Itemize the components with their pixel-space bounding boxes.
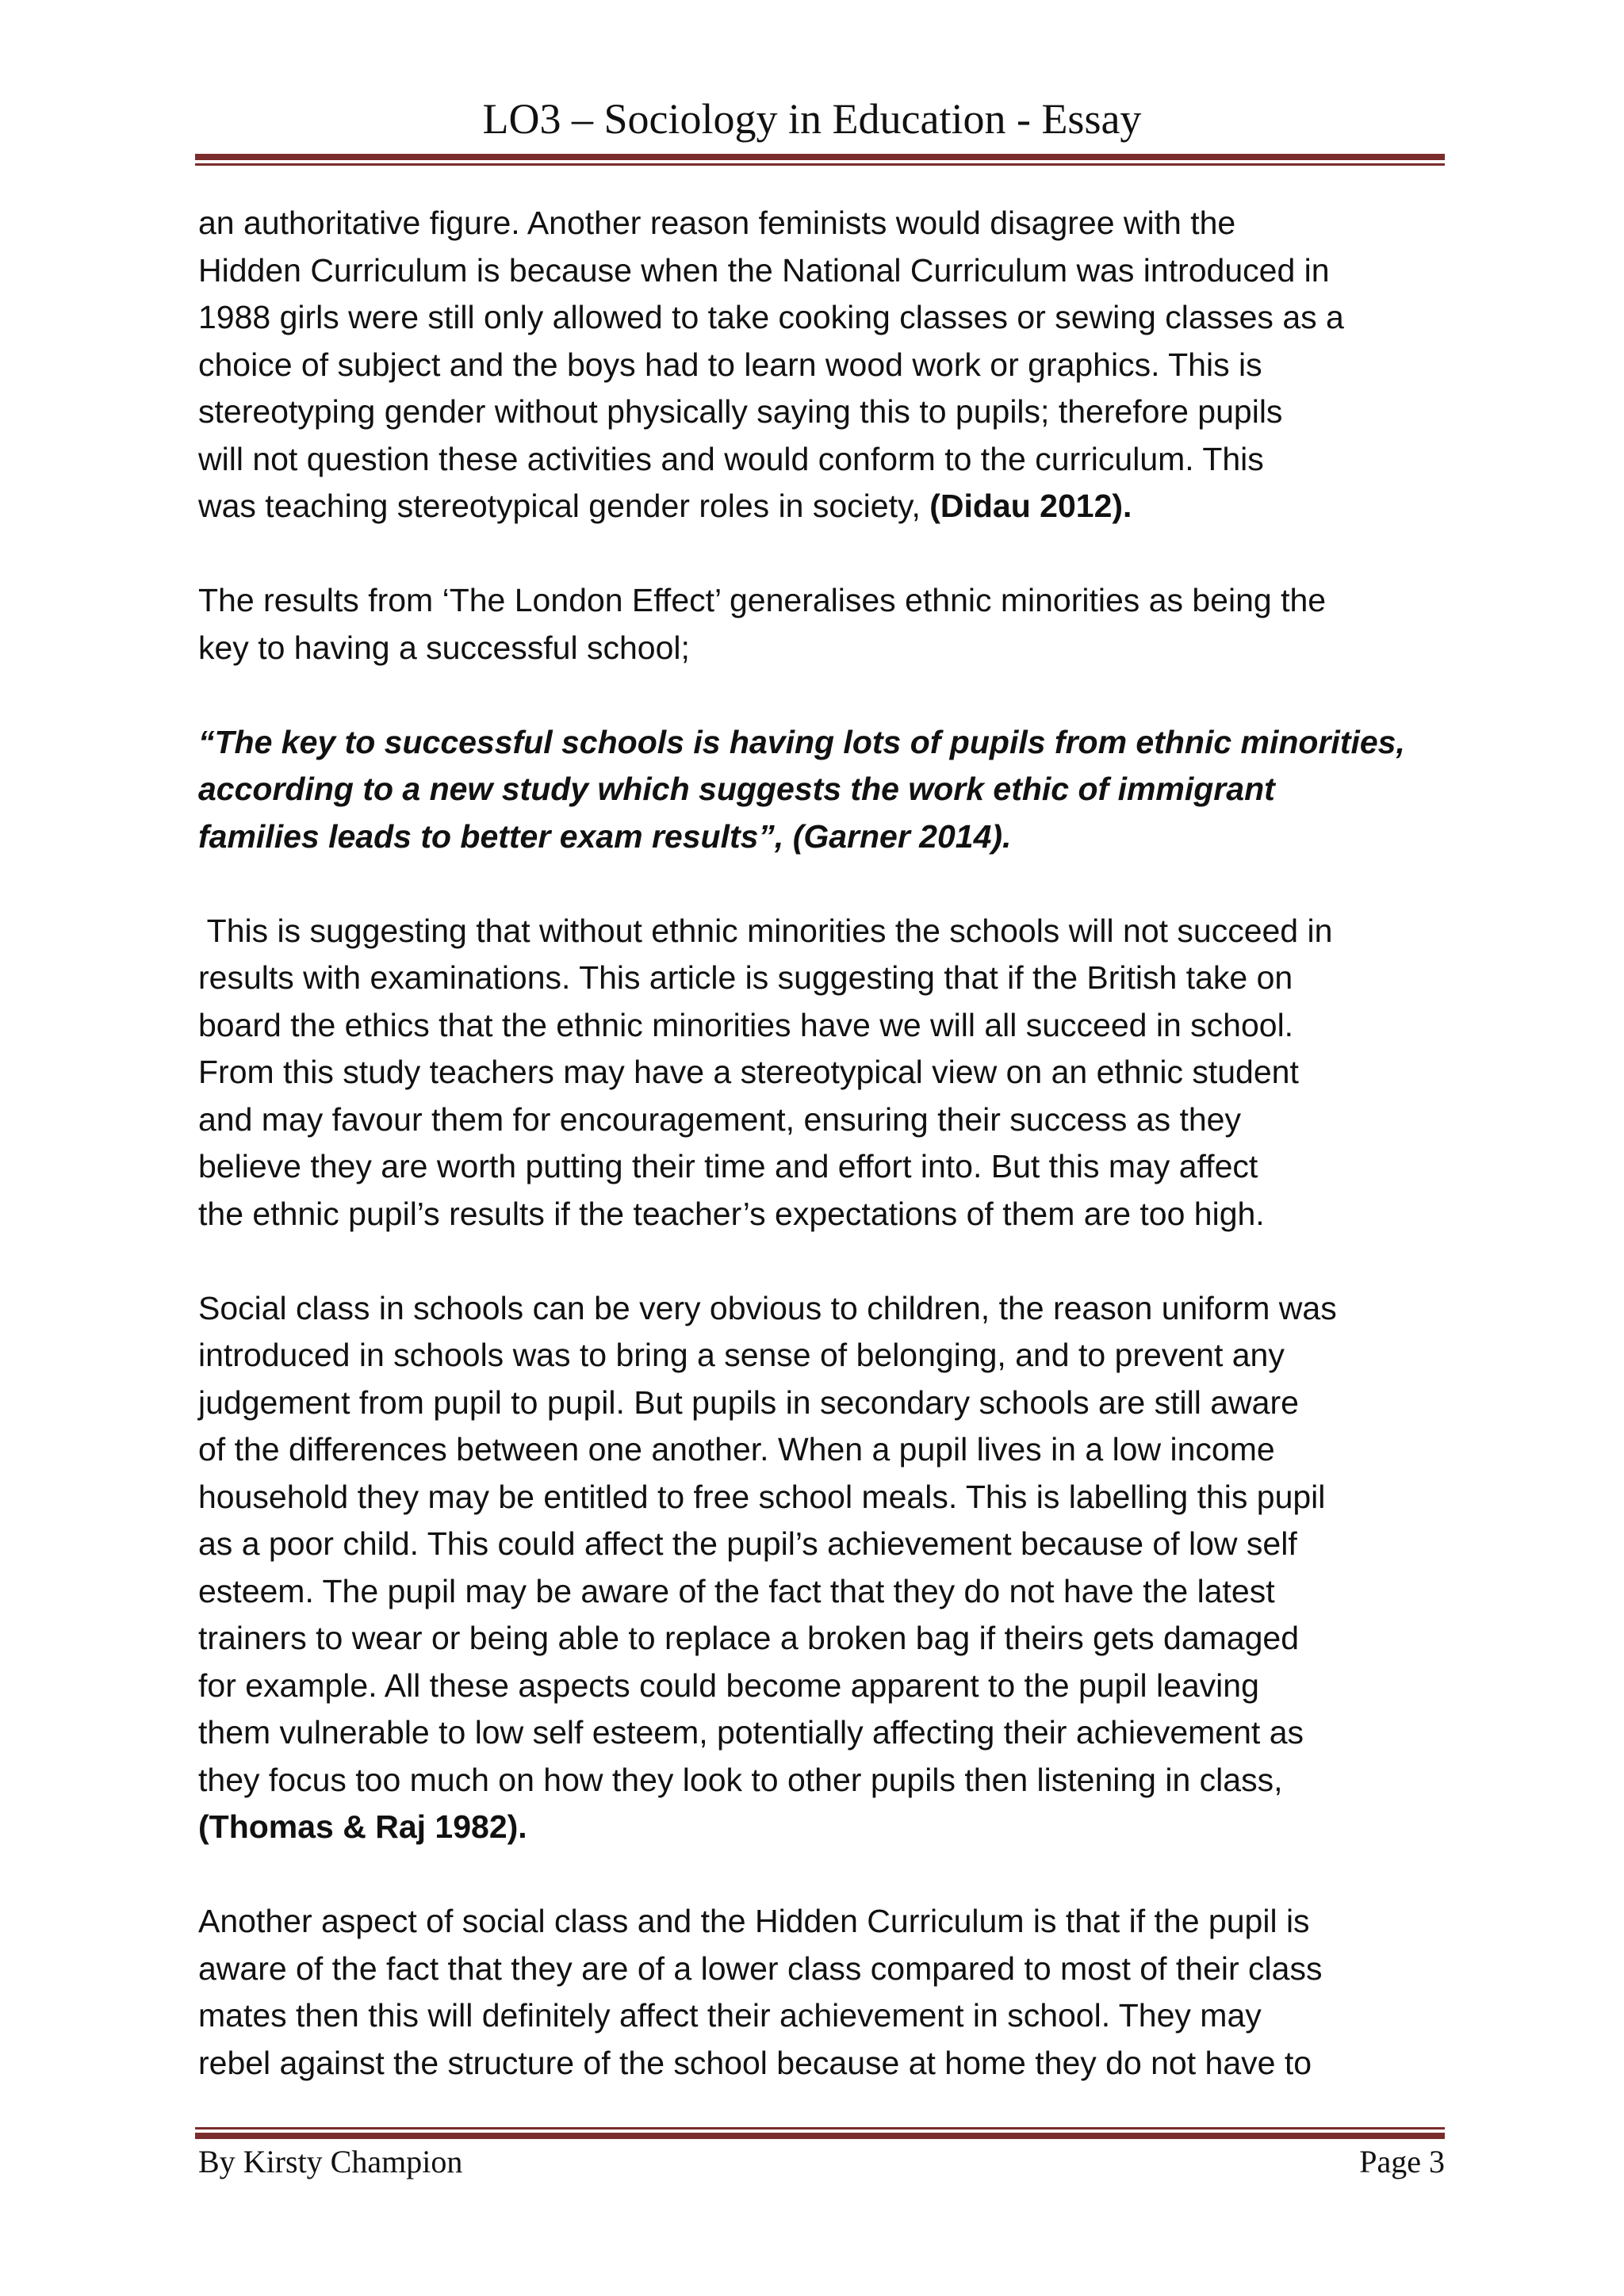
text-line: them vulnerable to low self esteem, potentially affecting their achievement as [198, 1714, 1304, 1751]
block-quote [198, 719, 1451, 861]
text-line-with-citation [198, 483, 1451, 530]
paragraph-5 [198, 1285, 1451, 1851]
text-line: 1988 girls were still only allowed to take cooking classes or sewing classes as a [198, 299, 1344, 335]
text-line: aware of the fact that they are of a lower class compared to most of their class [198, 1950, 1323, 1987]
text-line: results with examinations. This article is suggesting that if the British take on [198, 959, 1293, 996]
quote-line: according to a new study which suggests the work ethic of immigrant [198, 771, 1275, 807]
paragraph-2 [198, 577, 1451, 672]
text-line: Social class in schools can be very obvious to children, the reason uniform was [198, 1289, 1337, 1326]
quote-line: “The key to successful schools is having lots of pupils from ethnic minorities, [198, 723, 1405, 760]
citation: (Thomas & Raj 1982). [198, 1808, 527, 1845]
text-line: of the differences between one another. When a pupil lives in a low income [198, 1431, 1275, 1468]
text-line: rebel against the structure of the school because at home they do not have to [198, 2044, 1312, 2081]
text-line: This is suggesting that without ethnic minorities the schools will not succeed in [198, 912, 1333, 949]
quote-line: families leads to better exam results”, (Garner 2014). [198, 817, 1012, 855]
text-line: they focus too much on how they look to other pupils then listening in class, [198, 1761, 1283, 1798]
text-line: From this study teachers may have a stereotypical view on an ethnic student [198, 1054, 1299, 1090]
text-segment: was teaching stereotypical gender roles in society, [198, 488, 930, 524]
header-rule [195, 154, 1445, 166]
text-line: board the ethics that the ethnic minorities have we will all succeed in school. [198, 1006, 1294, 1043]
text-line: an authoritative figure. Another reason feminists would disagree with the [198, 205, 1236, 241]
text-line: key to having a successful school; [198, 629, 690, 666]
text-line: esteem. The pupil may be aware of the fact that they do not have the latest [198, 1572, 1275, 1609]
paragraph-6 [198, 1898, 1451, 2087]
paragraph-1 [198, 200, 1451, 530]
text-line: and may favour them for encouragement, ensuring their success as they [198, 1100, 1241, 1138]
text-line: choice of subject and the boys had to learn wood work or graphics. This is [198, 346, 1262, 383]
text-line: Hidden Curriculum is because when the National Curriculum was introduced in [198, 251, 1330, 289]
text-line: household they may be entitled to free school meals. This is labelling this pupil [198, 1478, 1326, 1515]
footer-author: By Kirsty Champion [198, 2144, 463, 2179]
text-line: stereotyping gender without physically saying this to pupils; therefore pupils [198, 393, 1283, 430]
text-line: the ethnic pupil’s results if the teacher’s expectations of them are too high. [198, 1195, 1265, 1232]
footer-rule [195, 2127, 1445, 2139]
text-line: trainers to wear or being able to replace a broken bag if theirs gets damaged [198, 1620, 1299, 1656]
essay-body [198, 200, 1451, 2134]
text-line: introduced in schools was to bring a sense of belonging, and to prevent any [198, 1337, 1285, 1373]
text-line: The results from ‘The London Effect’ generalises ethnic minorities as being the [198, 582, 1327, 618]
text-line: mates then this will definitely affect their achievement in school. They may [198, 1997, 1262, 2034]
footer-page-number: Page 3 [1359, 2144, 1445, 2179]
text-line: for example. All these aspects could become apparent to the pupil leaving [198, 1667, 1259, 1704]
text-line: judgement from pupil to pupil. But pupils in secondary schools are still aware [198, 1383, 1299, 1421]
page-header-title: LO3 – Sociology in Education - Essay [482, 95, 1142, 143]
citation: (Didau 2012). [929, 488, 1132, 524]
text-line: Another aspect of social class and the Hidden Curriculum is that if the pupil is [198, 1903, 1310, 1939]
text-line: as a poor child. This could affect the pupil’s achievement because of low self [198, 1525, 1297, 1562]
paragraph-4 [198, 908, 1451, 1238]
text-line: believe they are worth putting their time and effort into. But this may affect [198, 1148, 1258, 1184]
text-line: will not question these activities and would conform to the curriculum. This [198, 440, 1264, 477]
